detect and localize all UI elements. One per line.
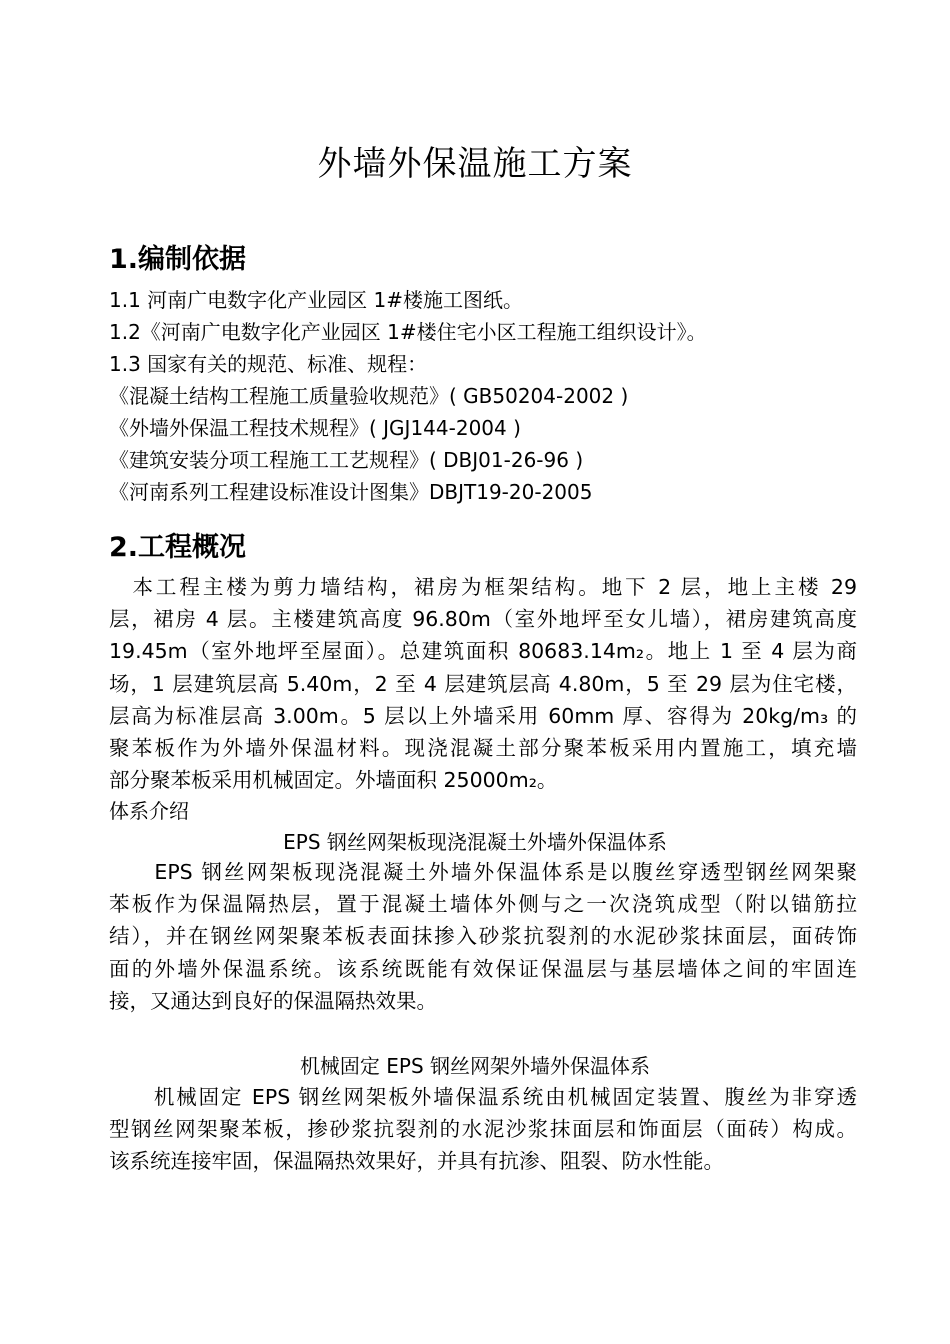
basis-list bbox=[109, 284, 707, 508]
basis-item: 《建筑安装分项工程施工工艺规程》( DBJ01-26-96 ) bbox=[109, 448, 584, 472]
paragraph-line: 19.45m（室外地坪至屋面）。总建筑面积 80683.14m₂。地上 1 至 4 层为商 bbox=[109, 639, 857, 664]
paragraph-line: 该系统连接牢固，保温隔热效果好，并具有抗渗、阻裂、防水性能。 bbox=[109, 1149, 724, 1174]
paragraph-line: 苯板作为保温隔热层，置于混凝土墙体外侧与之一次浇筑成型（附以锚筋拉 bbox=[109, 892, 857, 917]
paragraph-line: 部分聚苯板采用机械固定。外墙面积 25000m₂。 bbox=[109, 768, 558, 793]
paragraph-line: 机械固定 EPS 钢丝网架板外墙保温系统由机械固定装置、腹丝为非穿透 bbox=[109, 1085, 857, 1109]
basis-item: 1.3 国家有关的规范、标准、规程： bbox=[109, 352, 428, 376]
basis-item: 《河南系列工程建设标准设计图集》DBJT19-20-2005 bbox=[109, 480, 593, 504]
section-heading-overview: 2.工程概况 bbox=[109, 532, 247, 563]
paragraph-line: 面的外墙外保温系统。该系统既能有效保证保温层与基层墙体之间的牢固连 bbox=[109, 956, 857, 981]
paragraph-line: EPS 钢丝网架板现浇混凝土外墙外保温体系是以腹丝穿透型钢丝网架聚 bbox=[109, 860, 857, 884]
mech-system-paragraph bbox=[109, 1081, 857, 1178]
eps-system-paragraph bbox=[109, 856, 857, 1017]
mech-system-title: 机械固定 EPS 钢丝网架外墙外保温体系 bbox=[299, 1054, 651, 1078]
paragraph-line: 接，又通达到良好的保温隔热效果。 bbox=[109, 988, 437, 1013]
paragraph-line: 聚苯板作为外墙外保温材料。现浇混凝土部分聚苯板采用内置施工，填充墙 bbox=[109, 736, 857, 761]
document-title: 外墙外保温施工方案 bbox=[317, 144, 633, 184]
system-intro-label: 体系介绍 bbox=[109, 799, 189, 823]
basis-item: 1.2《河南广电数字化产业园区 1#楼住宅小区工程施工组织设计》。 bbox=[109, 320, 707, 344]
section-heading-basis: 1.编制依据 bbox=[109, 244, 247, 275]
paragraph-line: 结），并在钢丝网架聚苯板表面抹掺入砂浆抗裂剂的水泥砂浆抹面层，面砖饰 bbox=[109, 924, 857, 949]
paragraph-line: 场，1 层建筑层高 5.40m，2 至 4 层建筑层高 4.80m，5 至 29 层为住宅楼， bbox=[109, 671, 857, 696]
basis-item: 《混凝土结构工程施工质量验收规范》( GB50204-2002 ) bbox=[109, 384, 629, 408]
paragraph-line: 本工程主楼为剪力墙结构，裙房为框架结构。地下 2 层，地上主楼 29 bbox=[109, 575, 857, 599]
paragraph-line: 型钢丝网架聚苯板，掺砂浆抗裂剂的水泥沙浆抹面层和饰面层（面砖）构成。 bbox=[109, 1117, 857, 1142]
eps-system-title: EPS 钢丝网架板现浇混凝土外墙外保温体系 bbox=[283, 830, 667, 854]
basis-item: 《外墙外保温工程技术规程》( JGJ144-2004 ) bbox=[109, 416, 521, 440]
paragraph-line: 层，裙房 4 层。主楼建筑高度 96.80m（室外地坪至女儿墙），裙房建筑高度 bbox=[109, 607, 857, 632]
paragraph-line: 层高为标准层高 3.00m。5 层以上外墙采用 60mm 厚、容得为 20kg/m₃ 的 bbox=[109, 703, 857, 728]
overview-paragraph bbox=[109, 571, 857, 796]
basis-item: 1.1 河南广电数字化产业园区 1#楼施工图纸。 bbox=[109, 288, 524, 312]
